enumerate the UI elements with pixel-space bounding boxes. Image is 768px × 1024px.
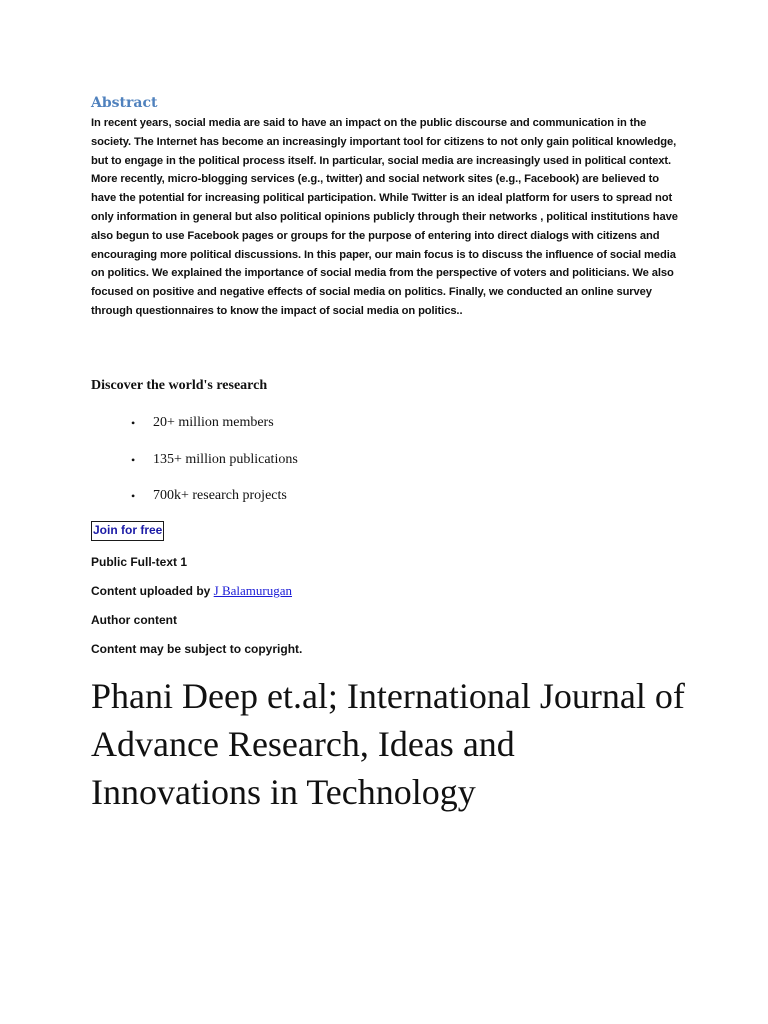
list-item: [131, 413, 298, 450]
bullet-icon: •: [131, 416, 136, 430]
uploader-link[interactable]: J Balamurugan: [213, 583, 293, 598]
document-page: [91, 92, 685, 812]
list-item: [131, 450, 298, 487]
copyright-notice: Content may be subject to copyright.: [91, 642, 303, 656]
content-uploaded-line: [91, 583, 292, 599]
discover-heading: Discover the world's research: [91, 378, 268, 393]
join-for-free-button[interactable]: Join for free: [91, 521, 164, 541]
uploaded-by-label: Content uploaded by: [91, 584, 214, 598]
bullet-icon: •: [131, 452, 136, 467]
bullet-icon: •: [131, 489, 136, 503]
abstract-heading: Abstract: [91, 95, 158, 111]
public-fulltext-label: Public Full-text 1: [91, 555, 188, 569]
stat-label-members: 20+ million members: [153, 415, 274, 430]
list-item: [131, 486, 298, 523]
journal-title: Phani Deep et.al; International Journal of Advance Research, Ideas and Innovations in Technology: [91, 676, 685, 812]
author-content-label: Author content: [91, 613, 177, 627]
stat-label-publications: 135+ million publications: [153, 451, 298, 467]
abstract-body: In recent years, social media are said to have an impact on the public discourse and communication in the society. The Internet has become an increasingly important tool for citizens to not only gain political knowledge, but to engage in the political process itself. In particular, social media are increasingly used in political context. More recently, micro-blogging services (e.g., twitter) and social network sites (e.g., Facebook) are believed to have the potential for increasing political participation. While Twitter is an ideal platform for users to spread not only information in general but also political opinions publicly through their networks , political institutions have also begun to use Facebook pages or groups for the purpose of entering into direct dialogs with citizens and encouraging more political discussions. In this paper, our main focus is to discuss the influence of social media on politics. We explained the importance of social media from the perspective of voters and politicians. We also focused on positive and negative effects of social media on politics. Finally, we conducted an online survey through questionnaires to know the impact of social media on politics..: [91, 117, 678, 317]
stat-label-projects: 700k+ research projects: [153, 488, 287, 503]
research-stats-list: [131, 413, 298, 523]
